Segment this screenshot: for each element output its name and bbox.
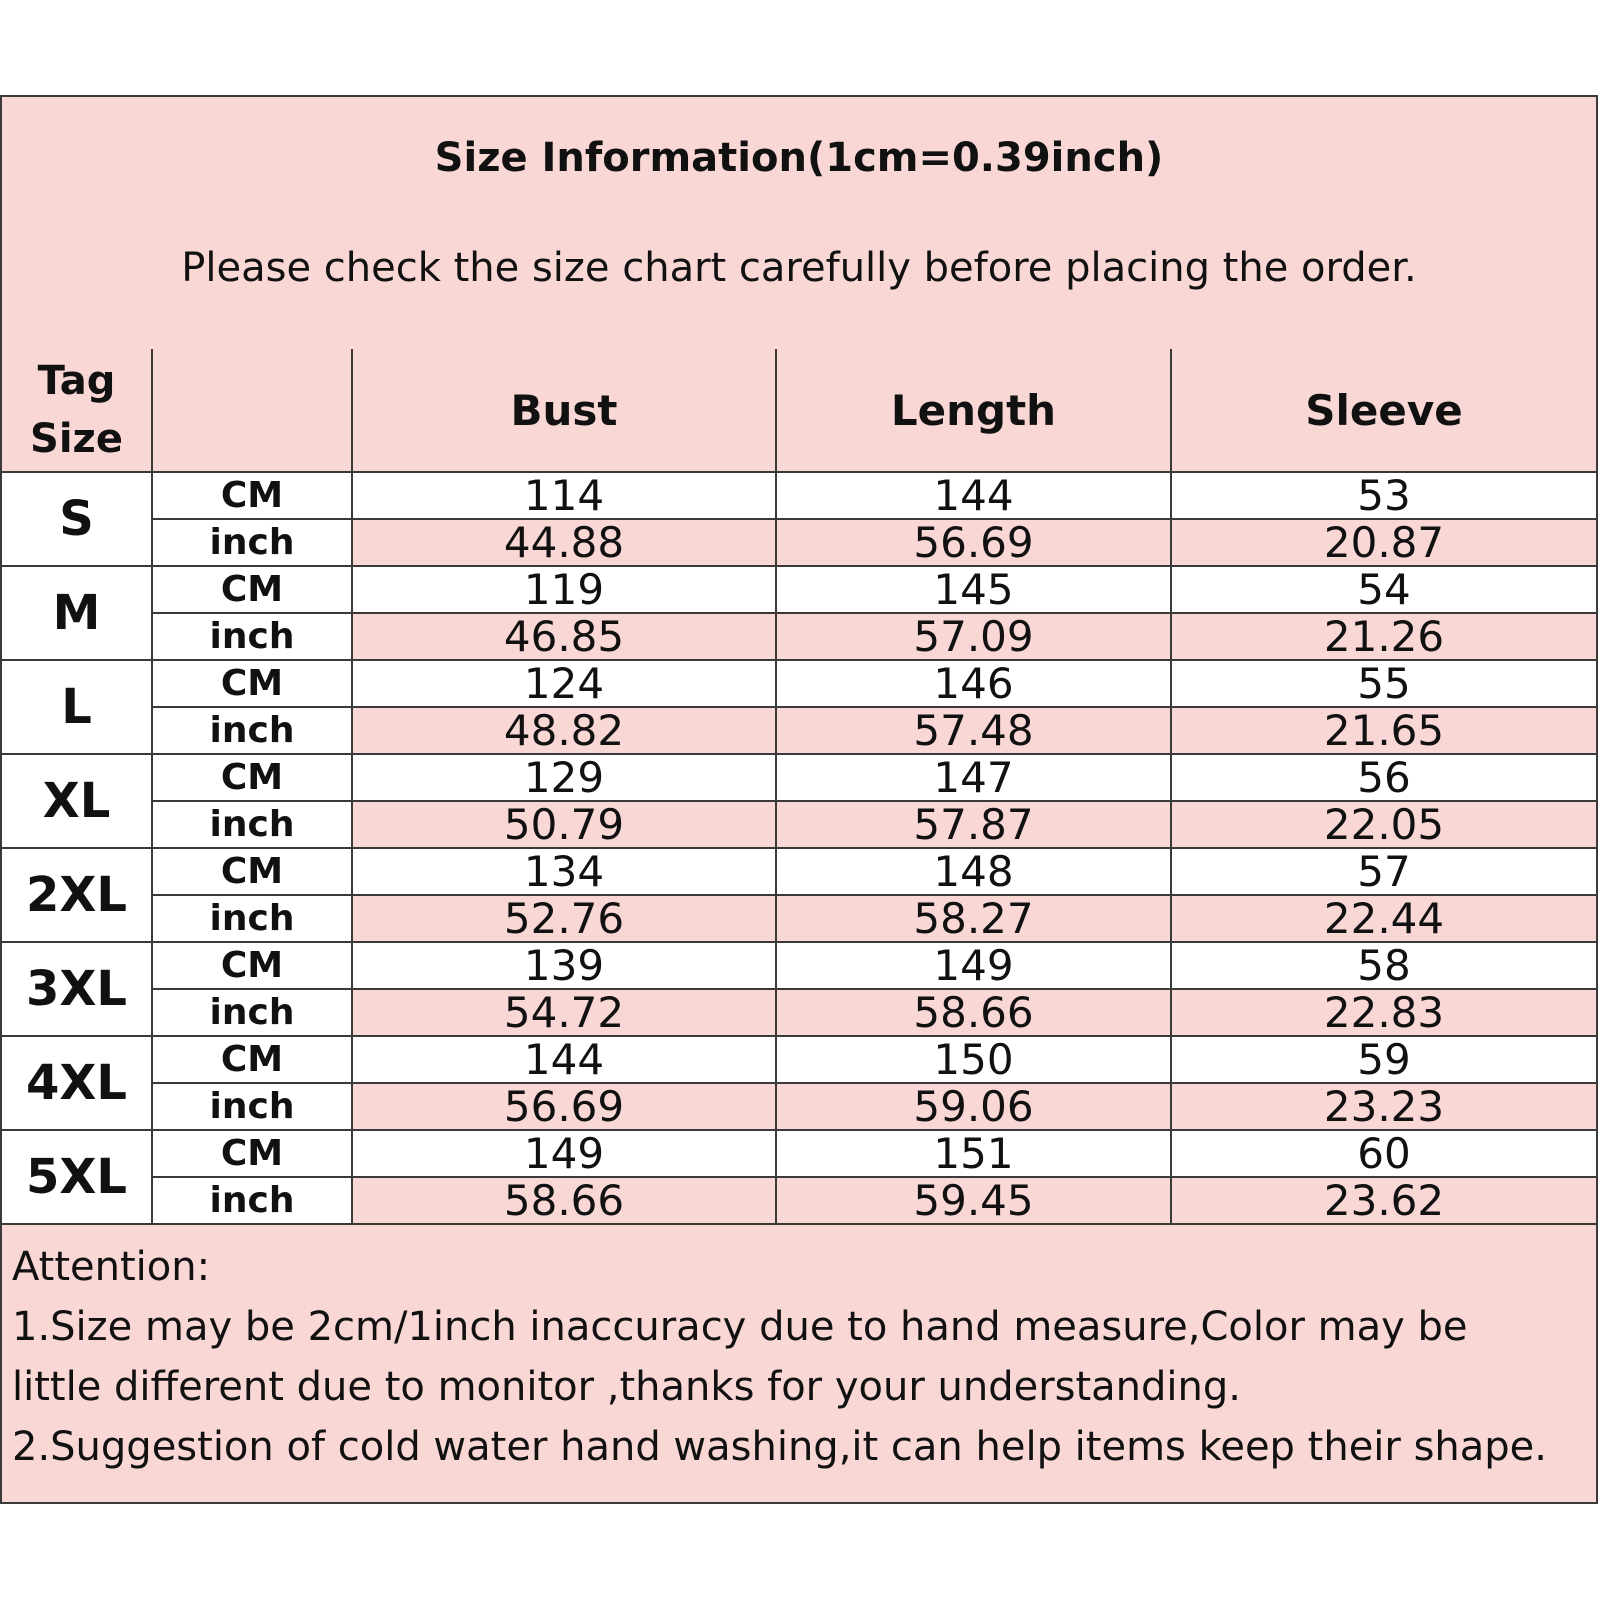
length-inch-cell: 57.87: [776, 801, 1171, 848]
table-row: [2, 613, 1596, 660]
table-row: [2, 472, 1596, 519]
sleeve-cm-cell: 60: [1171, 1130, 1596, 1177]
size-label: 3XL: [2, 942, 152, 1036]
note-line-2: 2.Suggestion of cold water hand washing,it can help items keep their shape.: [12, 1424, 1547, 1470]
size-table: [2, 349, 1596, 1225]
table-row: [2, 519, 1596, 566]
unit-cm-label: CM: [152, 1036, 352, 1083]
size-label: M: [2, 566, 152, 660]
unit-inch-label: inch: [152, 1177, 352, 1224]
sleeve-cm-cell: 54: [1171, 566, 1596, 613]
unit-inch-label: inch: [152, 613, 352, 660]
bust-inch-cell: 54.72: [352, 989, 776, 1036]
unit-cm-label: CM: [152, 754, 352, 801]
length-inch-cell: 59.45: [776, 1177, 1171, 1224]
bust-cm-cell: 129: [352, 754, 776, 801]
page-subtitle: Please check the size chart carefully before placing the order.: [181, 245, 1417, 291]
length-cm-cell: 150: [776, 1036, 1171, 1083]
page-title: Size Information(1cm=0.39inch): [434, 135, 1164, 181]
unit-inch-label: inch: [152, 989, 352, 1036]
length-inch-cell: 58.27: [776, 895, 1171, 942]
table-row: [2, 801, 1596, 848]
title-area: [2, 97, 1596, 351]
table-row: [2, 566, 1596, 613]
length-cm-cell: 146: [776, 660, 1171, 707]
length-inch-cell: 57.09: [776, 613, 1171, 660]
sleeve-inch-cell: 21.65: [1171, 707, 1596, 754]
table-row: [2, 707, 1596, 754]
sleeve-inch-cell: 22.05: [1171, 801, 1596, 848]
unit-header: [152, 349, 352, 472]
bust-header: Bust: [352, 349, 776, 472]
table-row: [2, 1177, 1596, 1224]
bust-cm-cell: 139: [352, 942, 776, 989]
sleeve-cm-cell: 57: [1171, 848, 1596, 895]
sleeve-cm-cell: 56: [1171, 754, 1596, 801]
table-row: [2, 942, 1596, 989]
note-line-1b: little different due to monitor ,thanks for your understanding.: [12, 1364, 1241, 1410]
table-row: [2, 754, 1596, 801]
sleeve-inch-cell: 20.87: [1171, 519, 1596, 566]
sleeve-cm-cell: 58: [1171, 942, 1596, 989]
sleeve-inch-cell: 21.26: [1171, 613, 1596, 660]
size-label: L: [2, 660, 152, 754]
length-inch-cell: 56.69: [776, 519, 1171, 566]
sleeve-inch-cell: 22.44: [1171, 895, 1596, 942]
length-inch-cell: 59.06: [776, 1083, 1171, 1130]
tag-size-header: Tag Size: [2, 349, 152, 472]
bust-cm-cell: 124: [352, 660, 776, 707]
size-label: 5XL: [2, 1130, 152, 1224]
bust-cm-cell: 149: [352, 1130, 776, 1177]
length-cm-cell: 144: [776, 472, 1171, 519]
unit-inch-label: inch: [152, 801, 352, 848]
bust-inch-cell: 58.66: [352, 1177, 776, 1224]
unit-cm-label: CM: [152, 942, 352, 989]
bust-inch-cell: 44.88: [352, 519, 776, 566]
attention-notes: [12, 1237, 1592, 1477]
bust-cm-cell: 114: [352, 472, 776, 519]
bust-inch-cell: 46.85: [352, 613, 776, 660]
table-row: [2, 1083, 1596, 1130]
unit-cm-label: CM: [152, 660, 352, 707]
length-cm-cell: 148: [776, 848, 1171, 895]
table-row: [2, 895, 1596, 942]
size-chart-sheet: [0, 95, 1598, 1504]
unit-inch-label: inch: [152, 895, 352, 942]
sleeve-cm-cell: 59: [1171, 1036, 1596, 1083]
unit-cm-label: CM: [152, 566, 352, 613]
sleeve-inch-cell: 22.83: [1171, 989, 1596, 1036]
length-cm-cell: 149: [776, 942, 1171, 989]
size-label: XL: [2, 754, 152, 848]
unit-inch-label: inch: [152, 519, 352, 566]
sleeve-inch-cell: 23.23: [1171, 1083, 1596, 1130]
bust-cm-cell: 119: [352, 566, 776, 613]
unit-cm-label: CM: [152, 472, 352, 519]
table-header-row: [2, 349, 1596, 472]
bust-cm-cell: 134: [352, 848, 776, 895]
length-cm-cell: 151: [776, 1130, 1171, 1177]
size-label: S: [2, 472, 152, 566]
sleeve-header: Sleeve: [1171, 349, 1596, 472]
attention-heading: Attention:: [12, 1244, 211, 1290]
bust-inch-cell: 50.79: [352, 801, 776, 848]
table-row: [2, 660, 1596, 707]
bust-cm-cell: 144: [352, 1036, 776, 1083]
table-row: [2, 1130, 1596, 1177]
length-header: Length: [776, 349, 1171, 472]
unit-cm-label: CM: [152, 848, 352, 895]
table-row: [2, 989, 1596, 1036]
unit-cm-label: CM: [152, 1130, 352, 1177]
unit-inch-label: inch: [152, 707, 352, 754]
bust-inch-cell: 56.69: [352, 1083, 776, 1130]
table-row: [2, 848, 1596, 895]
length-inch-cell: 57.48: [776, 707, 1171, 754]
size-label: 4XL: [2, 1036, 152, 1130]
size-label: 2XL: [2, 848, 152, 942]
bust-inch-cell: 52.76: [352, 895, 776, 942]
length-cm-cell: 147: [776, 754, 1171, 801]
sleeve-inch-cell: 23.62: [1171, 1177, 1596, 1224]
table-row: [2, 1036, 1596, 1083]
length-cm-cell: 145: [776, 566, 1171, 613]
unit-inch-label: inch: [152, 1083, 352, 1130]
bust-inch-cell: 48.82: [352, 707, 776, 754]
sleeve-cm-cell: 53: [1171, 472, 1596, 519]
length-inch-cell: 58.66: [776, 989, 1171, 1036]
sleeve-cm-cell: 55: [1171, 660, 1596, 707]
note-line-1a: 1.Size may be 2cm/1inch inaccuracy due to hand measure,Color may be: [12, 1304, 1468, 1350]
